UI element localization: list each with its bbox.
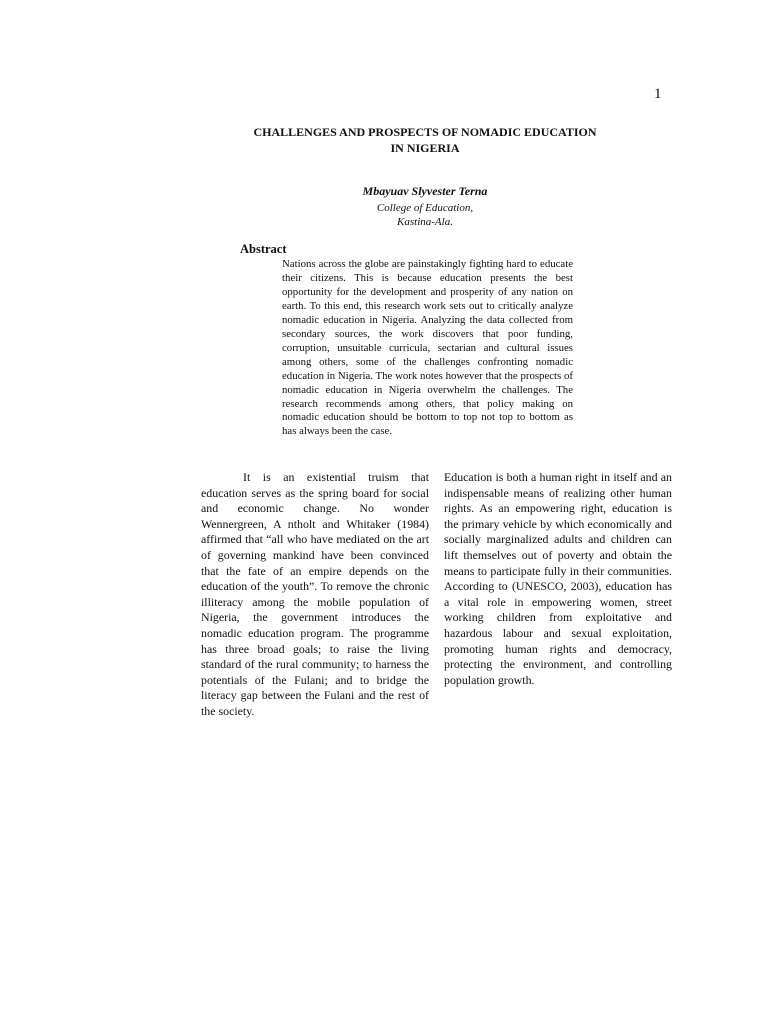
affiliation-line: Kastina-Ala. bbox=[397, 216, 453, 228]
affiliation-line: College of Education, bbox=[376, 202, 474, 214]
paper-title bbox=[200, 124, 650, 156]
page-number: 1 bbox=[654, 86, 662, 102]
author-affiliation bbox=[200, 201, 650, 229]
abstract-body: Nations across the globe are painstakingly fighting hard to educate their citizens. This is because education presents the best opportunity for the development and prosperity of any nation on earth. To this end, this research work sets out to critically analyze nomadic education in Nigeria. Analyzing the data collected from secondary sources, the work discovers that poor funding, corruption, unsuitable curricula, sectarian and cultural issues among others, some of the challenges confronting nomadic education in Nigeria. The work notes however that the prospects of nomadic education in Nigeria overwhelm the challenges. The research recommends among others, that policy making on nomadic education should be bottom to top not top to bottom as has always been the case. bbox=[282, 258, 573, 438]
author-name: Mbayuav Slyvester Terna bbox=[362, 184, 488, 198]
paper-title-line: IN NIGERIA bbox=[390, 141, 460, 155]
abstract-heading: Abstract bbox=[240, 242, 287, 256]
paper-title-line: CHALLENGES AND PROSPECTS OF NOMADIC EDUCATION bbox=[253, 125, 597, 139]
body-column-left: It is an existential truism that education serves as the spring board for social and economic change. No wonder Wennergreen, A ntholt and Whitaker (1984) affirmed that “all who have mediated on the art of governing mankind have been convinced that the fate of an empire depends on the education of the youth”. To remove the chronic illiteracy among the mobile population of Nigeria, the government introduces the nomadic education program. The programme has three broad goals; to raise the living standard of the rural community; to harness the potentials of the Fulani; and to bridge the literacy gap between the Fulani and the rest of the society. bbox=[201, 470, 429, 718]
body-column-right: Education is both a human right in itself and an indispensable means of realizing other human rights. As an empowering right, education is the primary vehicle by which economically and socially marginalized adults and children can lift themselves out of poverty and obtain the means to participate fully in their communities. According to (UNESCO, 2003), education has a vital role in empowering women, street working children from exploitative and hazardous labour and sexual exploitation, promoting human rights and democracy, protecting the environment, and controlling population growth. bbox=[444, 470, 672, 687]
